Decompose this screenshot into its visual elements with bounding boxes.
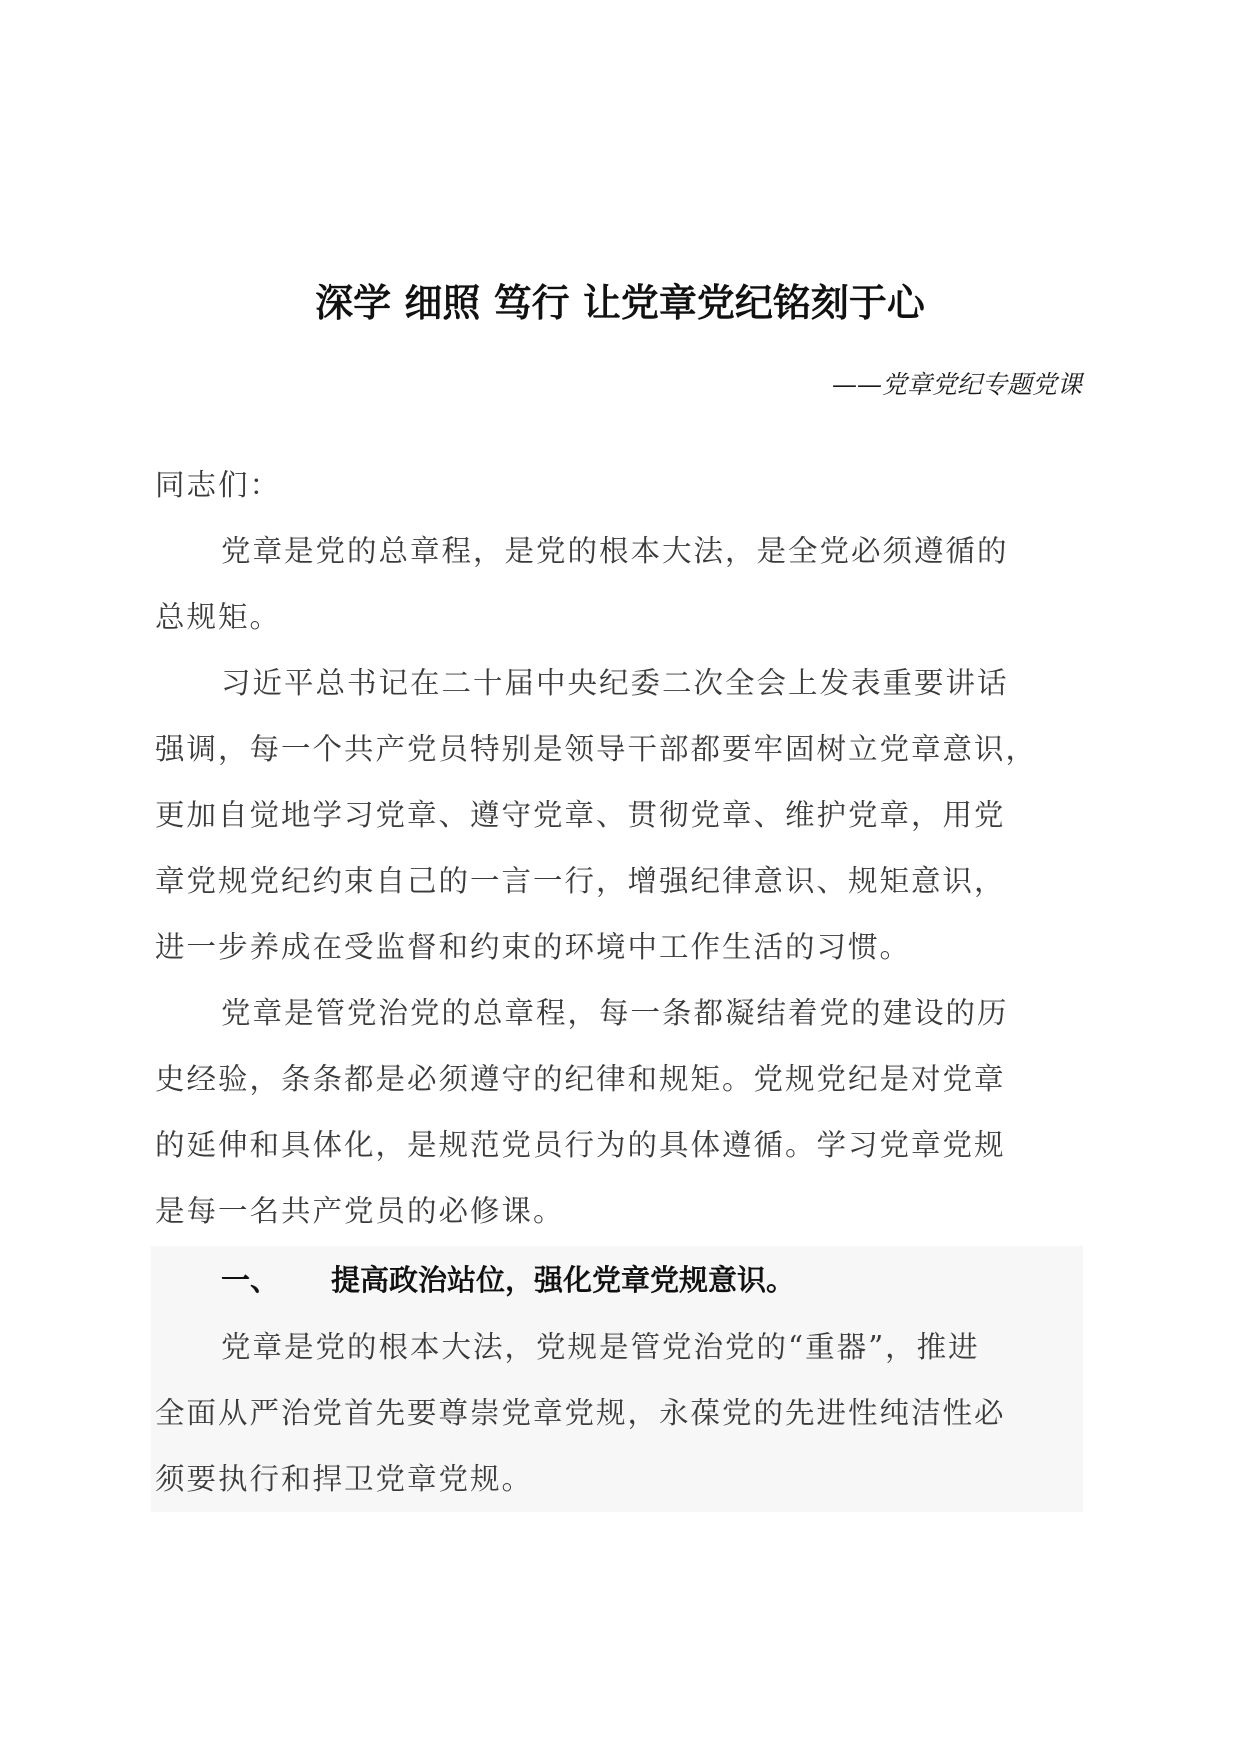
paragraph-3-line: 是每一名共产党员的必修课。: [155, 1194, 565, 1228]
paragraph-1-line: 总规矩。: [155, 600, 282, 634]
section-1-line: 党章是党的根本大法，党规是管党治党的“重器”，推进: [221, 1330, 980, 1364]
paragraph-3-line: 党章是管党治党的总章程，每一条都凝结着党的建设的历: [221, 996, 1009, 1030]
salutation: 同志们：: [155, 468, 282, 502]
paragraph-2-line: 进一步养成在受监督和约束的环境中工作生活的习惯。: [155, 930, 912, 964]
section-1-number: 一、: [221, 1263, 280, 1297]
paragraph-2-line: 习近平总书记在二十届中央纪委二次全会上发表重要讲话: [221, 666, 1009, 700]
section-1-line: 须要执行和捍卫党章党规。: [155, 1462, 534, 1496]
section-1-line: 全面从严治党首先要尊崇党章党规，永葆党的先进性纯洁性必: [155, 1396, 1006, 1430]
document-body: [155, 452, 1083, 1512]
paragraph-2-line: 更加自觉地学习党章、遵守党章、贯彻党章、维护党章，用党: [155, 798, 1006, 832]
paragraph-2-line: 强调，每一个共产党员特别是领导干部都要牢固树立党章意识，: [155, 732, 1038, 766]
section-1-heading-text: 提高政治站位，强化党章党规意识。: [331, 1263, 796, 1297]
document-subtitle: ——党章党纪专题党课: [831, 370, 1082, 399]
paragraph-3-line: 的延伸和具体化，是规范党员行为的具体遵循。学习党章党规: [155, 1128, 1006, 1162]
section-1: [151, 1246, 1083, 1512]
paragraph-1-line: 党章是党的总章程，是党的根本大法，是全党必须遵循的: [221, 534, 1009, 568]
section-1-heading: [155, 1246, 1083, 1314]
paragraph-2-line: 章党规党纪约束自己的一言一行，增强纪律意识、规矩意识，: [155, 864, 1006, 898]
document-title: 深学 细照 笃行 让党章党纪铭刻于心: [315, 281, 925, 325]
paragraph-3-line: 史经验，条条都是必须遵守的纪律和规矩。党规党纪是对党章: [155, 1062, 1006, 1096]
